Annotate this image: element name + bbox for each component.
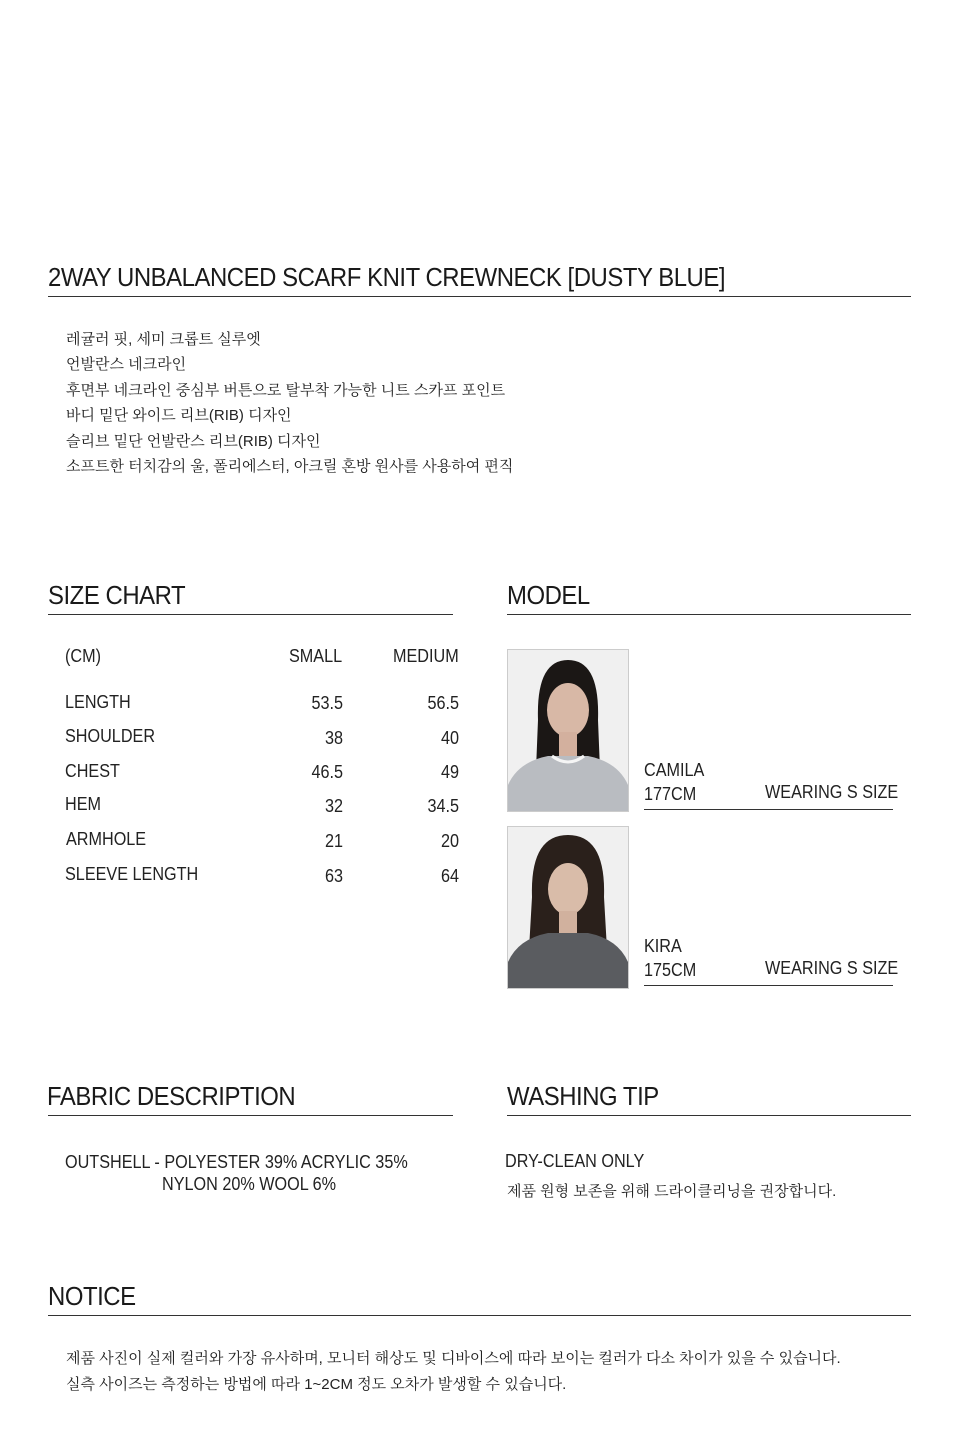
cell-small: 53.5	[311, 693, 343, 713]
size-chart-divider	[48, 614, 453, 615]
model-height: 175CM	[644, 960, 697, 980]
fabric-heading: FABRIC DESCRIPTION	[47, 1081, 296, 1111]
description-line: 소프트한 터치감의 울, 폴리에스터, 아크릴 혼방 원사를 사용하여 편직	[66, 458, 514, 475]
size-chart-heading: SIZE CHART	[48, 580, 186, 610]
model-portrait-icon	[508, 827, 628, 988]
notice-line: 실측 사이즈는 측정하는 방법에 따라 1~2CM 정도 오차가 발생할 수 있습니다.	[66, 1376, 567, 1393]
row-label: ARMHOLE	[66, 829, 147, 849]
title-divider	[48, 296, 911, 297]
cell-medium: 40	[440, 728, 459, 748]
cell-small: 38	[324, 728, 343, 748]
cell-medium: 56.5	[427, 693, 459, 713]
fabric-composition-line: OUTSHELL - POLYESTER 39% ACRYLIC 35%	[65, 1152, 408, 1172]
cell-medium: 34.5	[427, 796, 459, 816]
unit-label: (CM)	[65, 646, 101, 666]
description-line: 언발란스 네크라인	[66, 356, 187, 373]
row-label: HEM	[65, 794, 101, 814]
description-line: 바디 밑단 와이드 리브(RIB) 디자인	[66, 407, 292, 424]
notice-line: 제품 사진이 실제 컬러와 가장 유사하며, 모니터 해상도 및 디바이스에 따라 보이는 컬러가 다소 차이가 있을 수 있습니다.	[66, 1350, 841, 1367]
row-label: SHOULDER	[65, 726, 156, 746]
model-photo-kira	[507, 826, 629, 989]
cell-small: 32	[324, 796, 343, 816]
washing-note: 제품 원형 보존을 위해 드라이클리닝을 권장합니다.	[507, 1183, 837, 1200]
model-heading: MODEL	[507, 580, 590, 610]
row-label: CHEST	[65, 761, 120, 781]
product-title: 2WAY UNBALANCED SCARF KNIT CREWNECK [DUSTY BLUE]	[48, 262, 726, 292]
model-photo-camila	[507, 649, 629, 812]
description-line: 후면부 네크라인 중심부 버튼으로 탈부착 가능한 니트 스카프 포인트	[66, 382, 506, 399]
washing-heading: WASHING TIP	[507, 1081, 659, 1111]
model-portrait-icon	[508, 650, 628, 811]
cell-small: 63	[324, 866, 343, 886]
cell-medium: 64	[440, 866, 459, 886]
notice-divider	[48, 1315, 911, 1316]
washing-divider	[507, 1115, 911, 1116]
row-label: LENGTH	[65, 692, 131, 712]
model-height: 177CM	[644, 784, 697, 804]
column-header-small: SMALL	[289, 646, 343, 666]
column-header-medium: MEDIUM	[393, 646, 459, 666]
fabric-composition-line: NYLON 20% WOOL 6%	[162, 1174, 337, 1194]
cell-medium: 20	[440, 831, 459, 851]
model-divider	[644, 985, 893, 986]
notice-heading: NOTICE	[48, 1281, 136, 1311]
model-divider	[644, 809, 893, 810]
model-name: CAMILA	[644, 760, 705, 780]
fabric-divider	[48, 1115, 453, 1116]
model-divider	[507, 614, 911, 615]
description-line: 슬리브 밑단 언발란스 리브(RIB) 디자인	[66, 433, 321, 450]
model-wearing-size: WEARING S SIZE	[765, 782, 899, 802]
cell-medium: 49	[440, 762, 459, 782]
cell-small: 46.5	[311, 762, 343, 782]
model-name: KIRA	[644, 936, 682, 956]
row-label: SLEEVE LENGTH	[65, 864, 199, 884]
washing-instruction: DRY-CLEAN ONLY	[505, 1151, 645, 1171]
cell-small: 21	[324, 831, 343, 851]
model-wearing-size: WEARING S SIZE	[765, 958, 899, 978]
description-line: 레귤러 핏, 세미 크롭트 실루엣	[66, 331, 261, 348]
